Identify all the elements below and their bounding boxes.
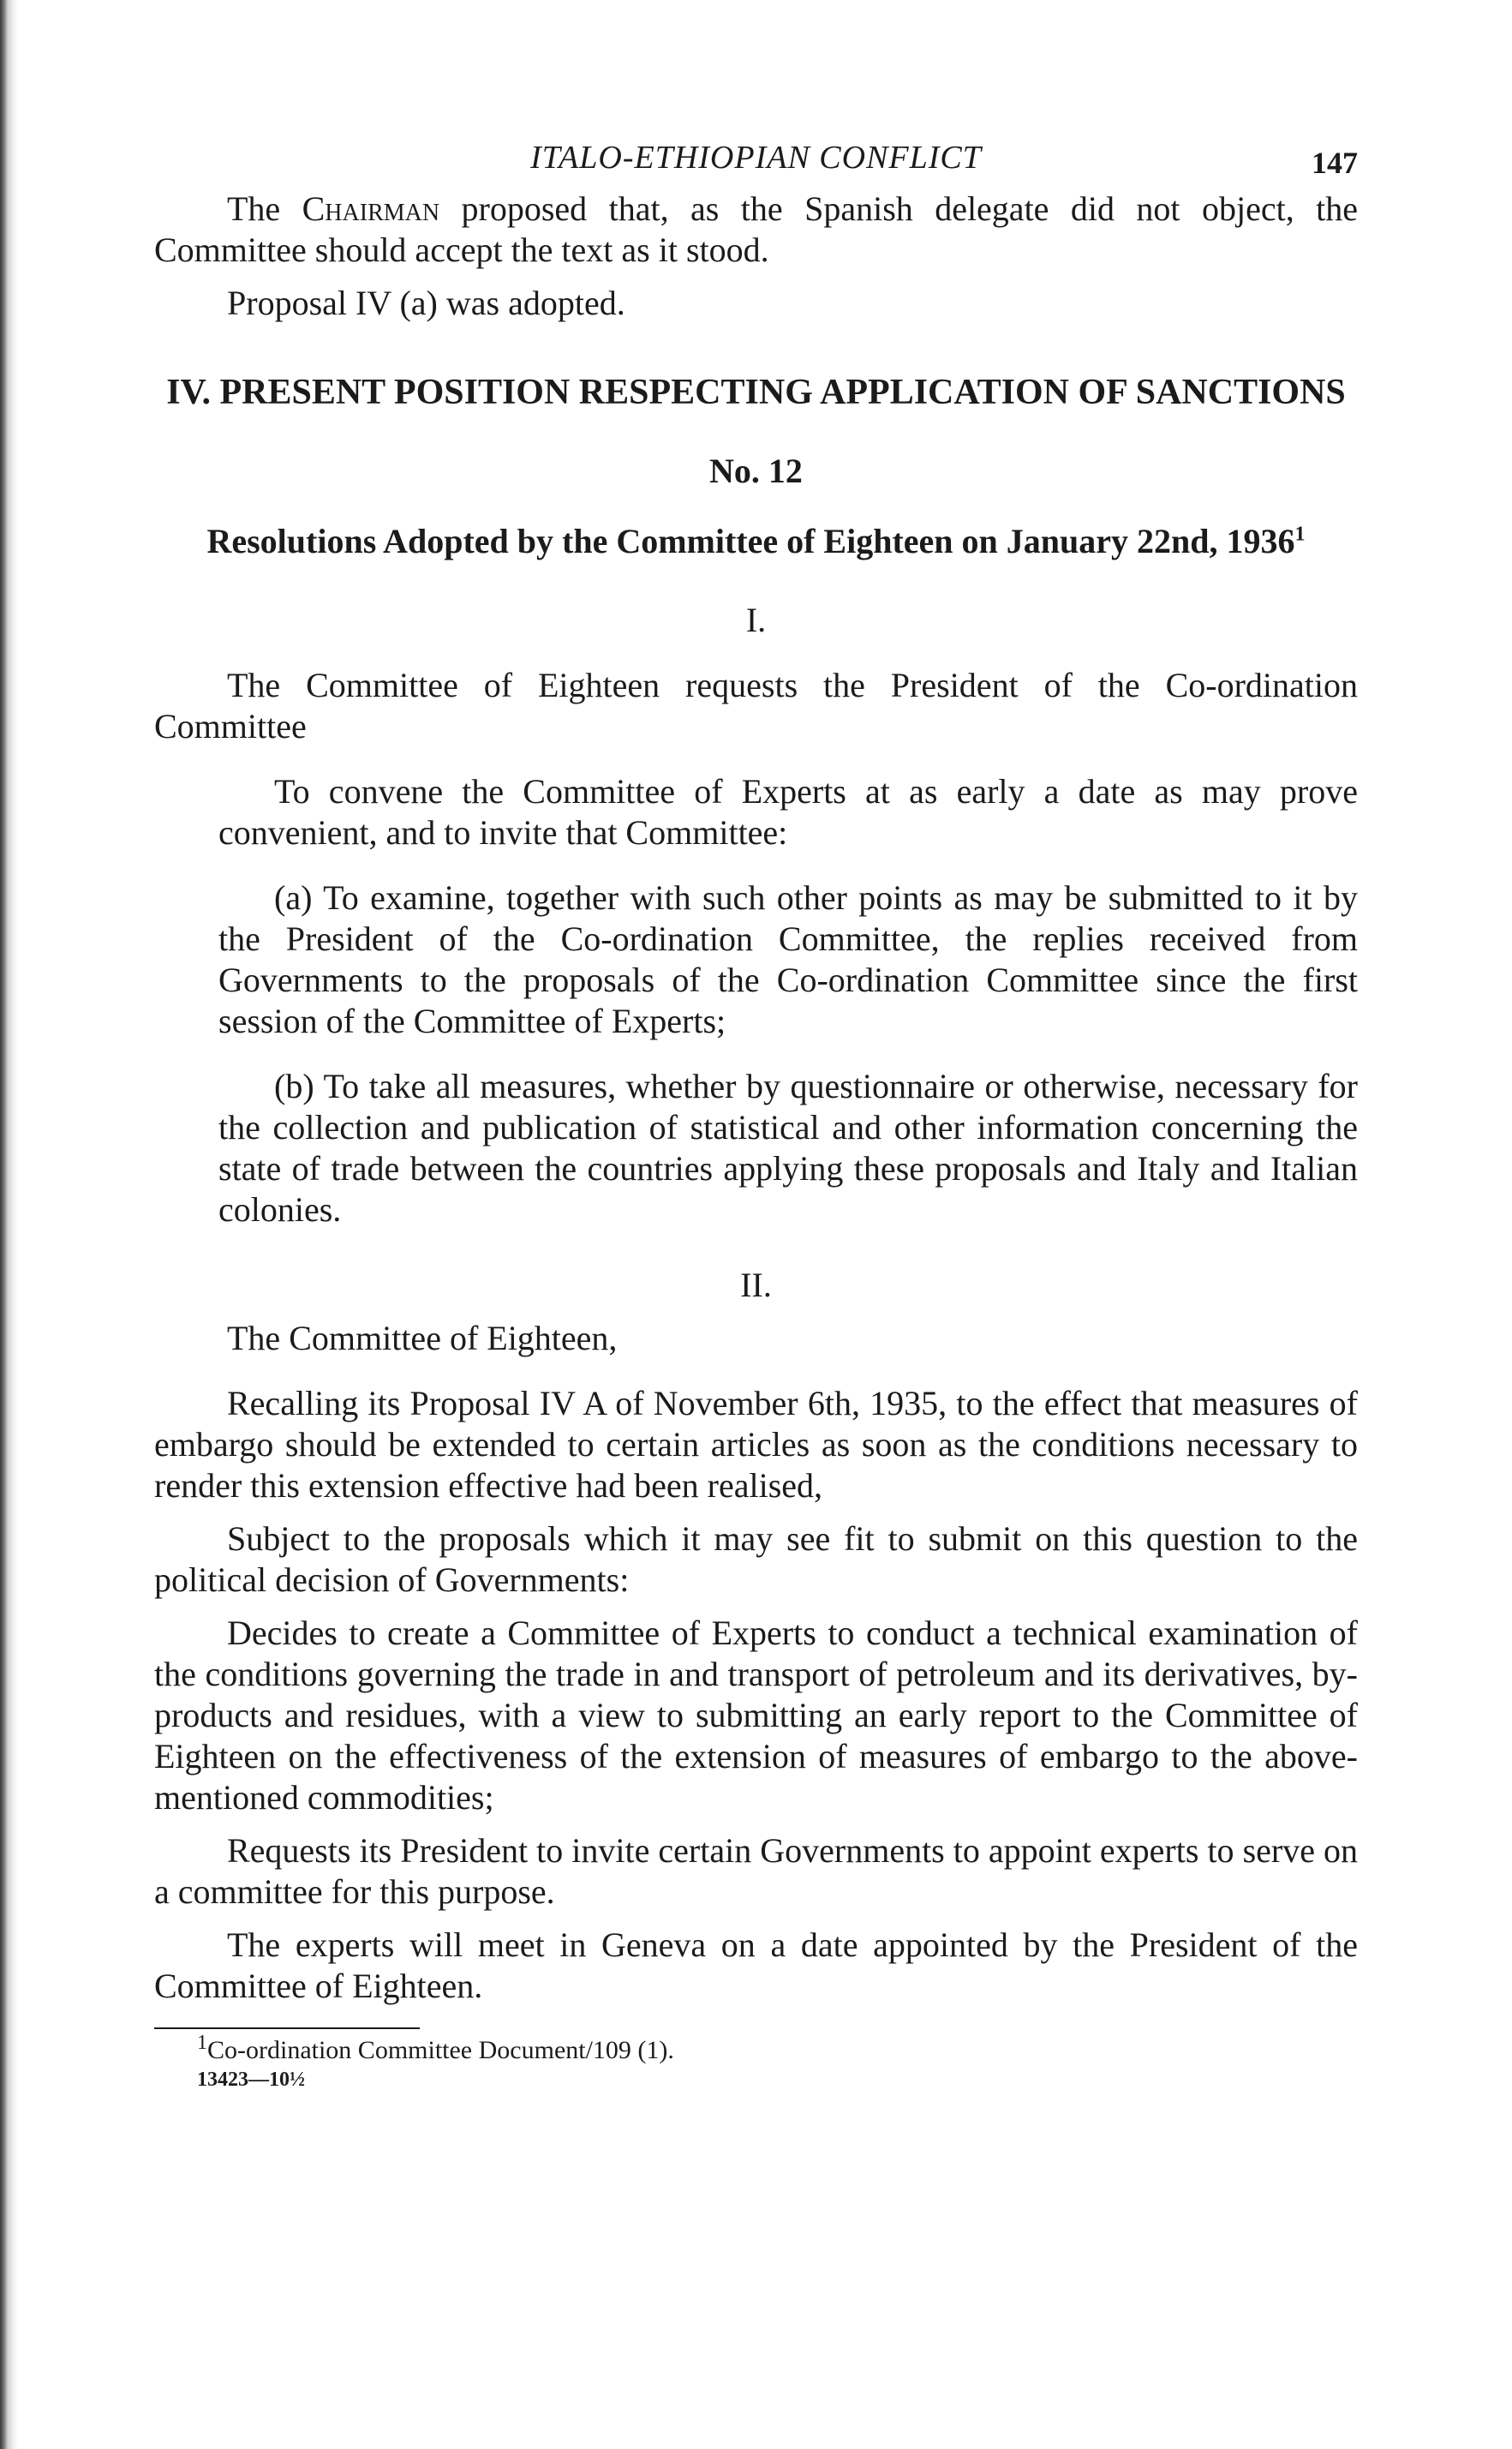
footnote — [154, 2034, 1358, 2067]
footnote-reference: 1 — [1294, 523, 1306, 546]
printer-code: 13423—10½ — [197, 2069, 305, 2091]
resolution-title — [154, 518, 1358, 566]
document-number: No. 12 — [709, 452, 803, 490]
chairman-post: proposed that, as the Spanish delegate did not object, the Committee should accept the text as it stood. — [154, 189, 1358, 269]
part-two-meeting: The experts will meet in Geneva on a date appointed by the President of the Committee of Eighteen. — [154, 1925, 1358, 2005]
part-two-requests: Requests its President to invite certain Governments to appoint experts to serve on a committee for this purpose. — [154, 1831, 1358, 1911]
part-two-subject: Subject to the proposals which it may see fit to submit on this question to the political decision of Governments: — [154, 1519, 1358, 1599]
footnote-marker: 1 — [197, 2032, 207, 2054]
page-number: 147 — [1312, 146, 1358, 180]
part-one-numeral: I. — [745, 601, 767, 639]
part-two-recalling: Recalling its Proposal IV A of November 6th, 1935, to the effect that measures of embargo should be extended to certain articles as soon as the conditions necessary to render this extension effective had been realised, — [154, 1384, 1358, 1505]
footnote-text: Co-ordination Committee Document/109 (1). — [207, 2036, 674, 2064]
chairman-word: Chairman — [302, 189, 440, 228]
part-one-convene: To convene the Committee of Experts at as early a date as may prove convenient, and to invite that Committee: — [218, 772, 1358, 852]
chairman-paragraph — [154, 189, 1358, 271]
part-one-item-b: (b) To take all measures, whether by questionnaire or otherwise, necessary for the collection and publication of statistical and other information concerning the state of trade between the countries applying these proposals and Italy and Italian colonies. — [218, 1067, 1358, 1229]
footnote-divider — [154, 2027, 420, 2029]
adoption-line: Proposal IV (a) was adopted. — [227, 284, 625, 322]
resolution-title-text: Resolutions Adopted by the Committee of Eighteen on January 22nd, 1936 — [206, 522, 1295, 560]
part-two-opening: The Committee of Eighteen, — [227, 1319, 618, 1357]
running-head — [154, 137, 1358, 189]
part-one-item-a: (a) To examine, together with such other points as may be submitted to it by the President of the Co-ordination Committee, the replies received from Governments to the proposals of the Co-ordination Committee since the first session of the Committee of Experts; — [218, 878, 1358, 1040]
scan-binding-edge — [0, 0, 19, 2449]
chairman-pre: The — [227, 189, 302, 228]
part-one-request: The Committee of Eighteen requests the President of the Co-ordination Committee — [154, 666, 1358, 745]
section-heading: IV. PRESENT POSITION RESPECTING APPLICATION OF SANCTIONS — [166, 373, 1346, 412]
part-two-decides: Decides to create a Committee of Experts to conduct a technical examination of the conditions governing the trade in and transport of petroleum and its derivatives, by-products and residues, with a view to submitting an early report to the Committee of Eighteen on the effectiveness of the extension of measures of embargo to the above-mentioned commodities; — [154, 1614, 1358, 1817]
running-title: ITALO-ETHIOPIAN CONFLICT — [530, 140, 982, 176]
part-two-numeral: II. — [740, 1266, 772, 1304]
document-page — [154, 137, 1358, 2093]
